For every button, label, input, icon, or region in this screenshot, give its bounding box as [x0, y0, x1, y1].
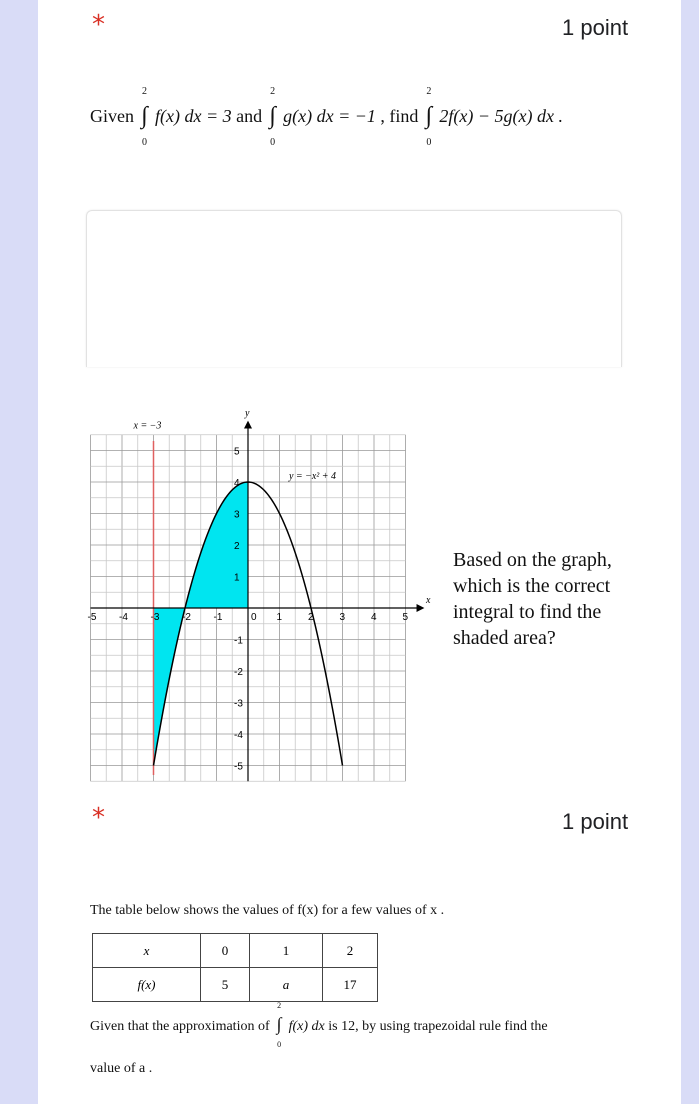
y-tick-label: -3 — [234, 698, 243, 710]
y-tick-label: 3 — [234, 509, 240, 521]
x-tick-label: -5 — [87, 612, 97, 623]
required-star-2: * — [92, 803, 105, 833]
points-label-2: 1 point — [562, 809, 629, 834]
and-word: and — [236, 106, 263, 126]
find-word: , find — [380, 106, 419, 126]
table-cell: 0 — [201, 934, 250, 968]
table-row-x — [93, 934, 378, 968]
given-word: Given — [90, 106, 134, 126]
integral-2-expression: g(x) dx = −1 — [283, 106, 376, 126]
table-row-fx — [93, 968, 378, 1002]
question-2-approximation-text — [90, 1001, 548, 1049]
values-table — [92, 933, 378, 1002]
x-tick-label: 5 — [402, 612, 409, 623]
required-star: * — [92, 10, 105, 40]
table-cell: 17 — [323, 968, 378, 1002]
table-cell: 5 — [201, 968, 250, 1002]
table-cell: f(x) — [93, 968, 201, 1002]
table-cell: 1 — [250, 934, 323, 968]
y-tick-label: 4 — [234, 478, 240, 489]
integral-sign-2: ∫ 2 0 — [269, 86, 276, 148]
y-tick-label: -4 — [234, 730, 243, 741]
answer-input-area[interactable] — [86, 210, 622, 367]
question-2-final-text: value of a . — [90, 1061, 153, 1076]
curve-label: y = −x² + 4 — [288, 470, 337, 482]
integral-sign-1: ∫ 2 0 — [141, 86, 148, 148]
x-tick-label: -1 — [213, 612, 223, 623]
x-tick-label: 2 — [308, 612, 314, 623]
y-tick-label: -5 — [234, 761, 243, 773]
x-tick-label: -4 — [119, 612, 128, 623]
x-tick-label: 0 — [251, 612, 257, 623]
approx-end: is 12, by using trapezoidal rule find the — [328, 1019, 548, 1034]
table-cell: x — [93, 934, 201, 968]
integral-1-expression: f(x) dx = 3 — [155, 106, 232, 126]
y-tick-label: 2 — [234, 541, 240, 552]
points-label: 1 point — [562, 15, 629, 40]
x-tick-label: -3 — [150, 612, 160, 623]
graph-figure — [80, 407, 431, 773]
y-axis-label: y — [245, 407, 250, 419]
y-tick-label: -1 — [234, 635, 243, 647]
graph-question: Based on the graph, which is the correct integral to find the shaded area? — [453, 549, 612, 649]
integral-sign-3: ∫ 2 0 — [425, 86, 433, 148]
y-tick-label: 1 — [234, 572, 240, 584]
question-1-text — [90, 86, 563, 148]
question-2-intro: The table below shows the values of f(x) for a few values of x . — [90, 903, 445, 918]
y-tick-label: 5 — [234, 446, 240, 458]
integral-3-expression: 2f(x) − 5g(x) dx . — [439, 106, 563, 126]
y-tick-label: -2 — [234, 667, 243, 678]
vline-label: x = −3 — [133, 420, 162, 432]
approx-start: Given that the approximation of — [90, 1019, 270, 1034]
integral-sign-q2: ∫ 2 0 — [276, 1001, 282, 1049]
table-cell: a — [250, 968, 323, 1002]
x-axis-label: x — [425, 595, 431, 606]
table-cell: 2 — [323, 934, 378, 968]
x-tick-label: 1 — [276, 612, 283, 623]
x-tick-label: 3 — [339, 612, 346, 623]
y-axis-arrow — [244, 421, 252, 429]
x-tick-label: -2 — [182, 612, 191, 623]
parabola-graph — [80, 407, 431, 773]
x-tick-label: 4 — [371, 612, 377, 623]
integral-q2-expression: f(x) dx — [288, 1019, 325, 1034]
